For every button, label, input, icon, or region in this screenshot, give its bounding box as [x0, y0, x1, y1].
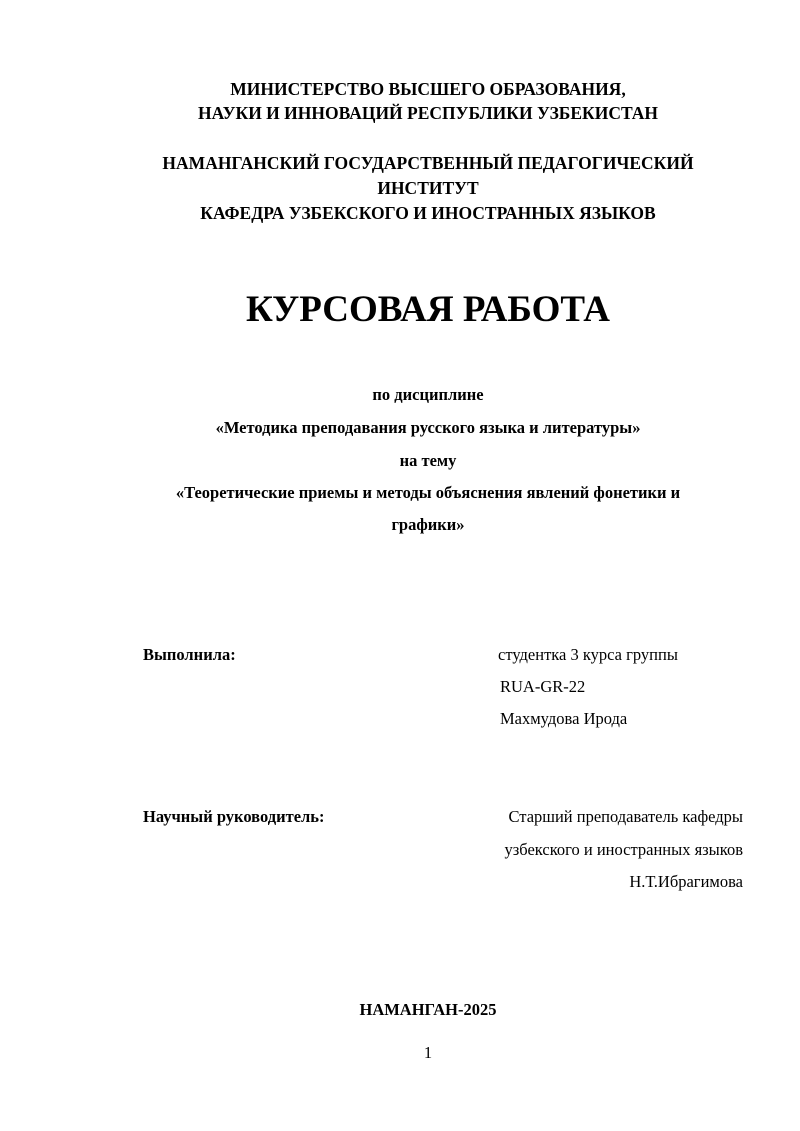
department-name: КАФЕДРА УЗБЕКСКОГО И ИНОСТРАННЫХ ЯЗЫКОВ: [200, 203, 656, 223]
discipline-name: «Методика преподавания русского языка и литературы»: [215, 418, 641, 437]
supervisor-line-2: узбекского и иностранных языков: [504, 840, 743, 859]
discipline-intro: по дисциплине: [372, 385, 484, 404]
topic-intro: на тему: [399, 451, 457, 470]
topic-line-2: графики»: [391, 515, 465, 534]
supervisor-line-3: Н.Т.Ибрагимова: [629, 872, 743, 891]
author-line-1: студентка 3 курса группы: [498, 645, 678, 664]
supervisor-label: Научный руководитель:: [143, 807, 325, 826]
supervisor-line-1: Старший преподаватель кафедры: [508, 807, 743, 826]
author-label: Выполнила:: [143, 645, 236, 664]
city-year: НАМАНГАН-2025: [359, 1000, 497, 1019]
institute-line-1: НАМАНГАНСКИЙ ГОСУДАРСТВЕННЫЙ ПЕДАГОГИЧЕСКИЙ: [162, 153, 694, 173]
institute-line-2: ИНСТИТУТ: [377, 178, 479, 198]
author-line-2: RUA-GR-22: [500, 677, 586, 696]
document-title: КУРСОВАЯ РАБОТА: [246, 289, 610, 330]
topic-line-1: «Теоретические приемы и методы объяснения явлений фонетики и: [175, 483, 681, 502]
ministry-line-2: НАУКИ И ИННОВАЦИЙ РЕСПУБЛИКИ УЗБЕКИСТАН: [197, 103, 659, 123]
ministry-line-1: МИНИСТЕРСТВО ВЫСШЕГО ОБРАЗОВАНИЯ,: [230, 79, 626, 99]
page-number: 1: [423, 1043, 433, 1062]
author-line-3: Махмудова Ирода: [500, 709, 628, 728]
